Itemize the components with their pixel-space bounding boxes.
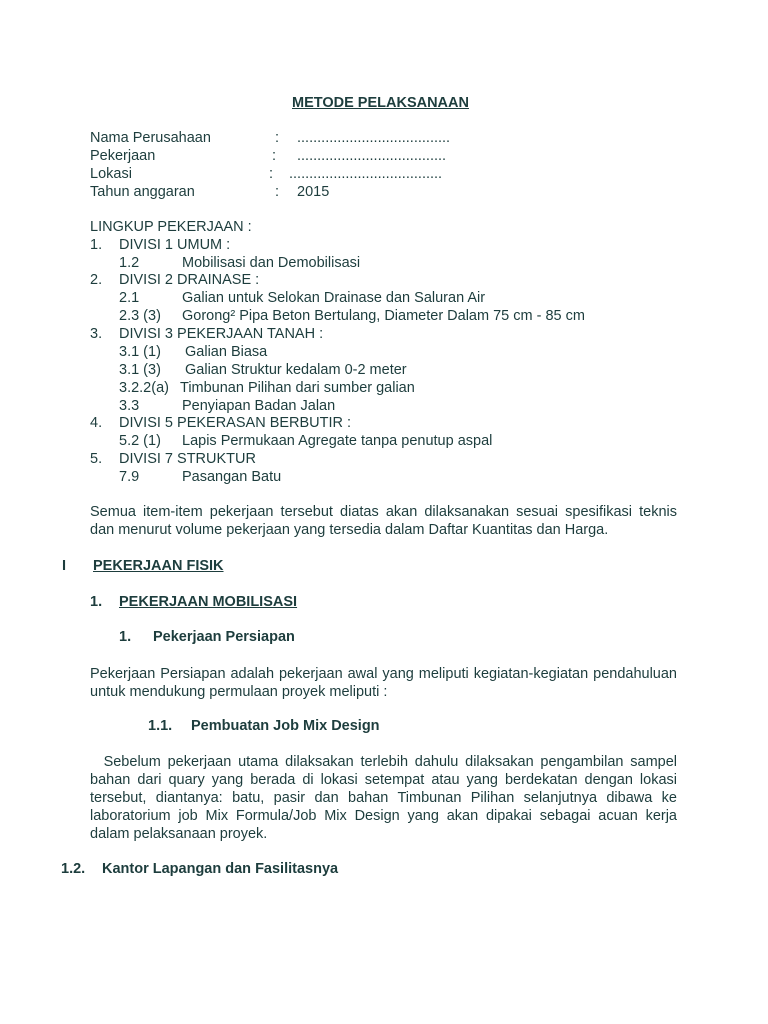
section-heading: PEKERJAAN FISIK (93, 558, 224, 574)
item-code: 2.3 (3) (119, 308, 161, 324)
field-separator: : (272, 148, 277, 164)
field-value: ..................................... (297, 148, 447, 164)
division-title: DIVISI 5 PEKERASAN BERBUTIR : (119, 415, 352, 431)
subsection-number: 1.1. (148, 718, 173, 734)
item-description: Penyiapan Badan Jalan (182, 398, 336, 414)
field-label: Pekerjaan (90, 148, 156, 164)
division-title: DIVISI 3 PEKERJAAN TANAH : (119, 326, 324, 342)
field-label: Nama Perusahaan (90, 130, 211, 146)
division-title: DIVISI 1 UMUM : (119, 237, 231, 253)
item-code: 3.1 (3) (119, 362, 161, 378)
division-number: 4. (90, 415, 103, 431)
item-description: Galian Biasa (185, 344, 268, 360)
division-number: 2. (90, 272, 103, 288)
field-value: ...................................... (297, 130, 451, 146)
persiapan-paragraph: Pekerjaan Persiapan adalah pekerjaan awal yang meliputi kegiatan-kegiatan pendahuluan untuk mendukung permulaan proyek meliputi : (90, 666, 677, 700)
field-separator: : (269, 166, 274, 182)
subsection-number: 1.2. (61, 861, 86, 877)
field-separator: : (275, 130, 280, 146)
item-description: Galian Struktur kedalam 0-2 meter (185, 362, 407, 378)
page-title: METODE PELAKSANAAN (292, 95, 469, 111)
division-title: DIVISI 7 STRUKTUR (119, 451, 256, 467)
field-label: Lokasi (90, 166, 132, 182)
division-number: 1. (90, 237, 103, 253)
item-code: 7.9 (119, 469, 140, 485)
section-number: 1. (90, 594, 103, 610)
field-value: ...................................... (289, 166, 443, 182)
item-code: 3.2.2(a) (119, 380, 169, 396)
item-description: Gorong² Pipa Beton Bertulang, Diameter Dalam 75 cm - 85 cm (182, 308, 585, 324)
item-code: 2.1 (119, 290, 140, 306)
subsection-heading: Pekerjaan Persiapan (153, 629, 295, 645)
division-title: DIVISI 2 DRAINASE : (119, 272, 260, 288)
item-description: Lapis Permukaan Agregate tanpa penutup aspal (182, 433, 493, 449)
item-description: Pasangan Batu (182, 469, 282, 485)
field-label: Tahun anggaran (90, 184, 195, 200)
item-code: 5.2 (1) (119, 433, 161, 449)
division-number: 3. (90, 326, 103, 342)
section-number: I (62, 558, 67, 574)
jobmix-paragraph: Sebelum pekerjaan utama dilaksakan terlebih dahulu dilaksakan pengambilan sampel bahan dari quary yang berada di lokasi setempat atau yang berdekatan dengan lokasi tersebut, diantanya: batu, pasir dan bahan Timbunan Pilihan selanjutnya dibawa ke laboratorium job Mix Formula/Job Mix Design yang akan dipakai sebagai acuan kerja dalam pelaksanaan proyek. (90, 754, 677, 842)
field-value: 2015 (297, 184, 330, 200)
item-description: Galian untuk Selokan Drainase dan Saluran Air (182, 290, 486, 306)
division-number: 5. (90, 451, 103, 467)
summary-paragraph: Semua item-item pekerjaan tersebut diatas akan dilaksanakan sesuai spesifikasi teknis dan menurut volume pekerjaan yang tersedia dalam Daftar Kuantitas dan Harga. (90, 504, 677, 538)
field-separator: : (275, 184, 280, 200)
item-code: 3.3 (119, 398, 140, 414)
section-heading: PEKERJAAN MOBILISASI (119, 594, 298, 610)
item-code: 1.2 (119, 255, 140, 271)
scope-heading: LINGKUP PEKERJAAN : (90, 219, 252, 235)
subsection-number: 1. (119, 629, 132, 645)
subsection-heading: Pembuatan Job Mix Design (191, 718, 380, 734)
subsection-heading: Kantor Lapangan dan Fasilitasnya (102, 861, 339, 877)
item-code: 3.1 (1) (119, 344, 161, 360)
item-description: Timbunan Pilihan dari sumber galian (180, 380, 415, 396)
item-description: Mobilisasi dan Demobilisasi (182, 255, 361, 271)
